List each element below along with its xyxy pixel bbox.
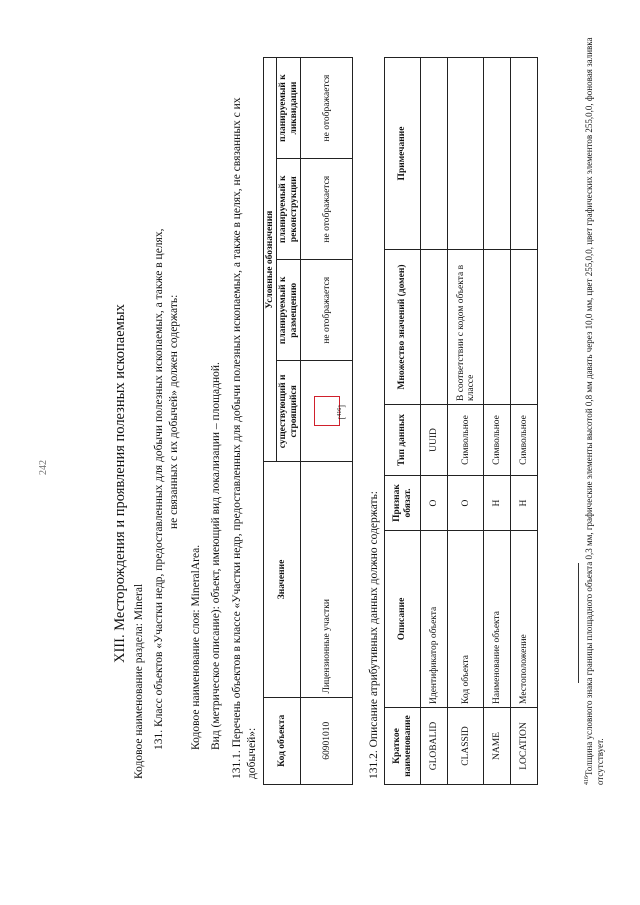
cell-description: Идентификатор объекта bbox=[421, 531, 448, 708]
attributes-intro-line: 131.2. Описание атрибутивных данных должно содержать: bbox=[368, 490, 380, 779]
cell-data-type: UUID bbox=[421, 405, 448, 476]
cell-note bbox=[511, 58, 538, 250]
cell-description: Код объекта bbox=[448, 531, 484, 708]
th-placement: планируемый к размещению bbox=[277, 260, 301, 361]
th-description: Описание bbox=[385, 531, 421, 708]
table-row bbox=[484, 58, 511, 785]
cell-mandatory: Н bbox=[511, 476, 538, 531]
th-note: Примечание bbox=[385, 58, 421, 250]
th-data-type: Тип данных bbox=[385, 405, 421, 476]
cell-domain bbox=[484, 250, 511, 405]
cell-existing bbox=[301, 361, 353, 462]
cell-placement: не отображается bbox=[301, 260, 353, 361]
area-boundary-symbol bbox=[314, 396, 347, 426]
table-row bbox=[448, 58, 484, 785]
th-domain: Множество значений (домен) bbox=[385, 250, 421, 405]
page-number: 242 bbox=[38, 460, 49, 475]
cell-reconstruction: не отображается bbox=[301, 159, 353, 260]
footnote-separator bbox=[578, 563, 579, 683]
table-row bbox=[301, 58, 353, 785]
cell-domain bbox=[421, 250, 448, 405]
th-value: Значение bbox=[264, 462, 301, 697]
th-mandatory: Признак обязат. bbox=[385, 476, 421, 531]
class-title-line-2: не связанных с их добычей» должен содержать: bbox=[168, 294, 180, 529]
cell-data-type: Символьное bbox=[448, 405, 484, 476]
class-title-line-1: 131. Класс объектов «Участки недр, предоставленных для добычи полезных ископаемых, а также в целях, bbox=[153, 228, 165, 750]
th-symbols: Условные обозначения bbox=[264, 58, 277, 462]
cell-note bbox=[448, 58, 484, 250]
cell-mandatory: О bbox=[448, 476, 484, 531]
cell-data-type: Символьное bbox=[484, 405, 511, 476]
cell-note bbox=[484, 58, 511, 250]
cell-short-name: CLASSID bbox=[448, 708, 484, 785]
cell-domain: В соответствии с кодом объекта в классе bbox=[448, 250, 484, 405]
cell-value: Лицензионные участки bbox=[301, 462, 353, 697]
th-short-name: Краткое наименование bbox=[385, 708, 421, 785]
table-row bbox=[511, 58, 538, 785]
layer-code-line: Кодовое наименование слоя: MineralArea. bbox=[190, 544, 202, 750]
objects-list-line-2: добычей»: bbox=[246, 727, 258, 779]
objects-table bbox=[263, 57, 353, 785]
section-code-line: Кодовое наименование раздела: Mineral bbox=[133, 583, 145, 779]
objects-list-line-1: 131.1. Перечень объектов в классе «Участки недр, предоставленных для добычи полезных ископаемых, а также в целях, не связанных с их bbox=[231, 97, 243, 779]
footnote-ref: [$^{416}$] bbox=[336, 405, 347, 420]
cell-description: Наименование объекта bbox=[484, 531, 511, 708]
footnote bbox=[584, 5, 606, 785]
table-row bbox=[421, 58, 448, 785]
section-title: XIII. Месторождения и проявления полезных ископаемых bbox=[112, 304, 128, 663]
cell-data-type: Символьное bbox=[511, 405, 538, 476]
th-liquidation: планируемый к ликвидации bbox=[277, 58, 301, 159]
cell-note bbox=[421, 58, 448, 250]
cell-short-name: GLOBALID bbox=[421, 708, 448, 785]
cell-short-name: NAME bbox=[484, 708, 511, 785]
attributes-table bbox=[384, 57, 538, 785]
cell-code: 60901010 bbox=[301, 697, 353, 784]
cell-mandatory: О bbox=[421, 476, 448, 531]
cell-mandatory: Н bbox=[484, 476, 511, 531]
footnote-number: 416 bbox=[584, 776, 590, 785]
th-reconstruction: планируемый к реконструкции bbox=[277, 159, 301, 260]
th-code: Код объекта bbox=[264, 697, 301, 784]
cell-liquidation: не отображается bbox=[301, 58, 353, 159]
footnote-text: Толщина условного знака границы площадного объекта 0,3 мм, графические элементы высотой 0,8 мм давать через 10,0 мм, цвет 255,0,0, цвет графических элементов 255,0,0, фоновая заливка отсутствует. bbox=[584, 37, 605, 785]
th-existing: существующий и строящийся bbox=[277, 361, 301, 462]
cell-short-name: LOCATION bbox=[511, 708, 538, 785]
metric-description-line: Вид (метрическое описание): объект, имеющий вид локализации – площадной. bbox=[210, 362, 222, 750]
cell-description: Местоположение bbox=[511, 531, 538, 708]
cell-domain bbox=[511, 250, 538, 405]
